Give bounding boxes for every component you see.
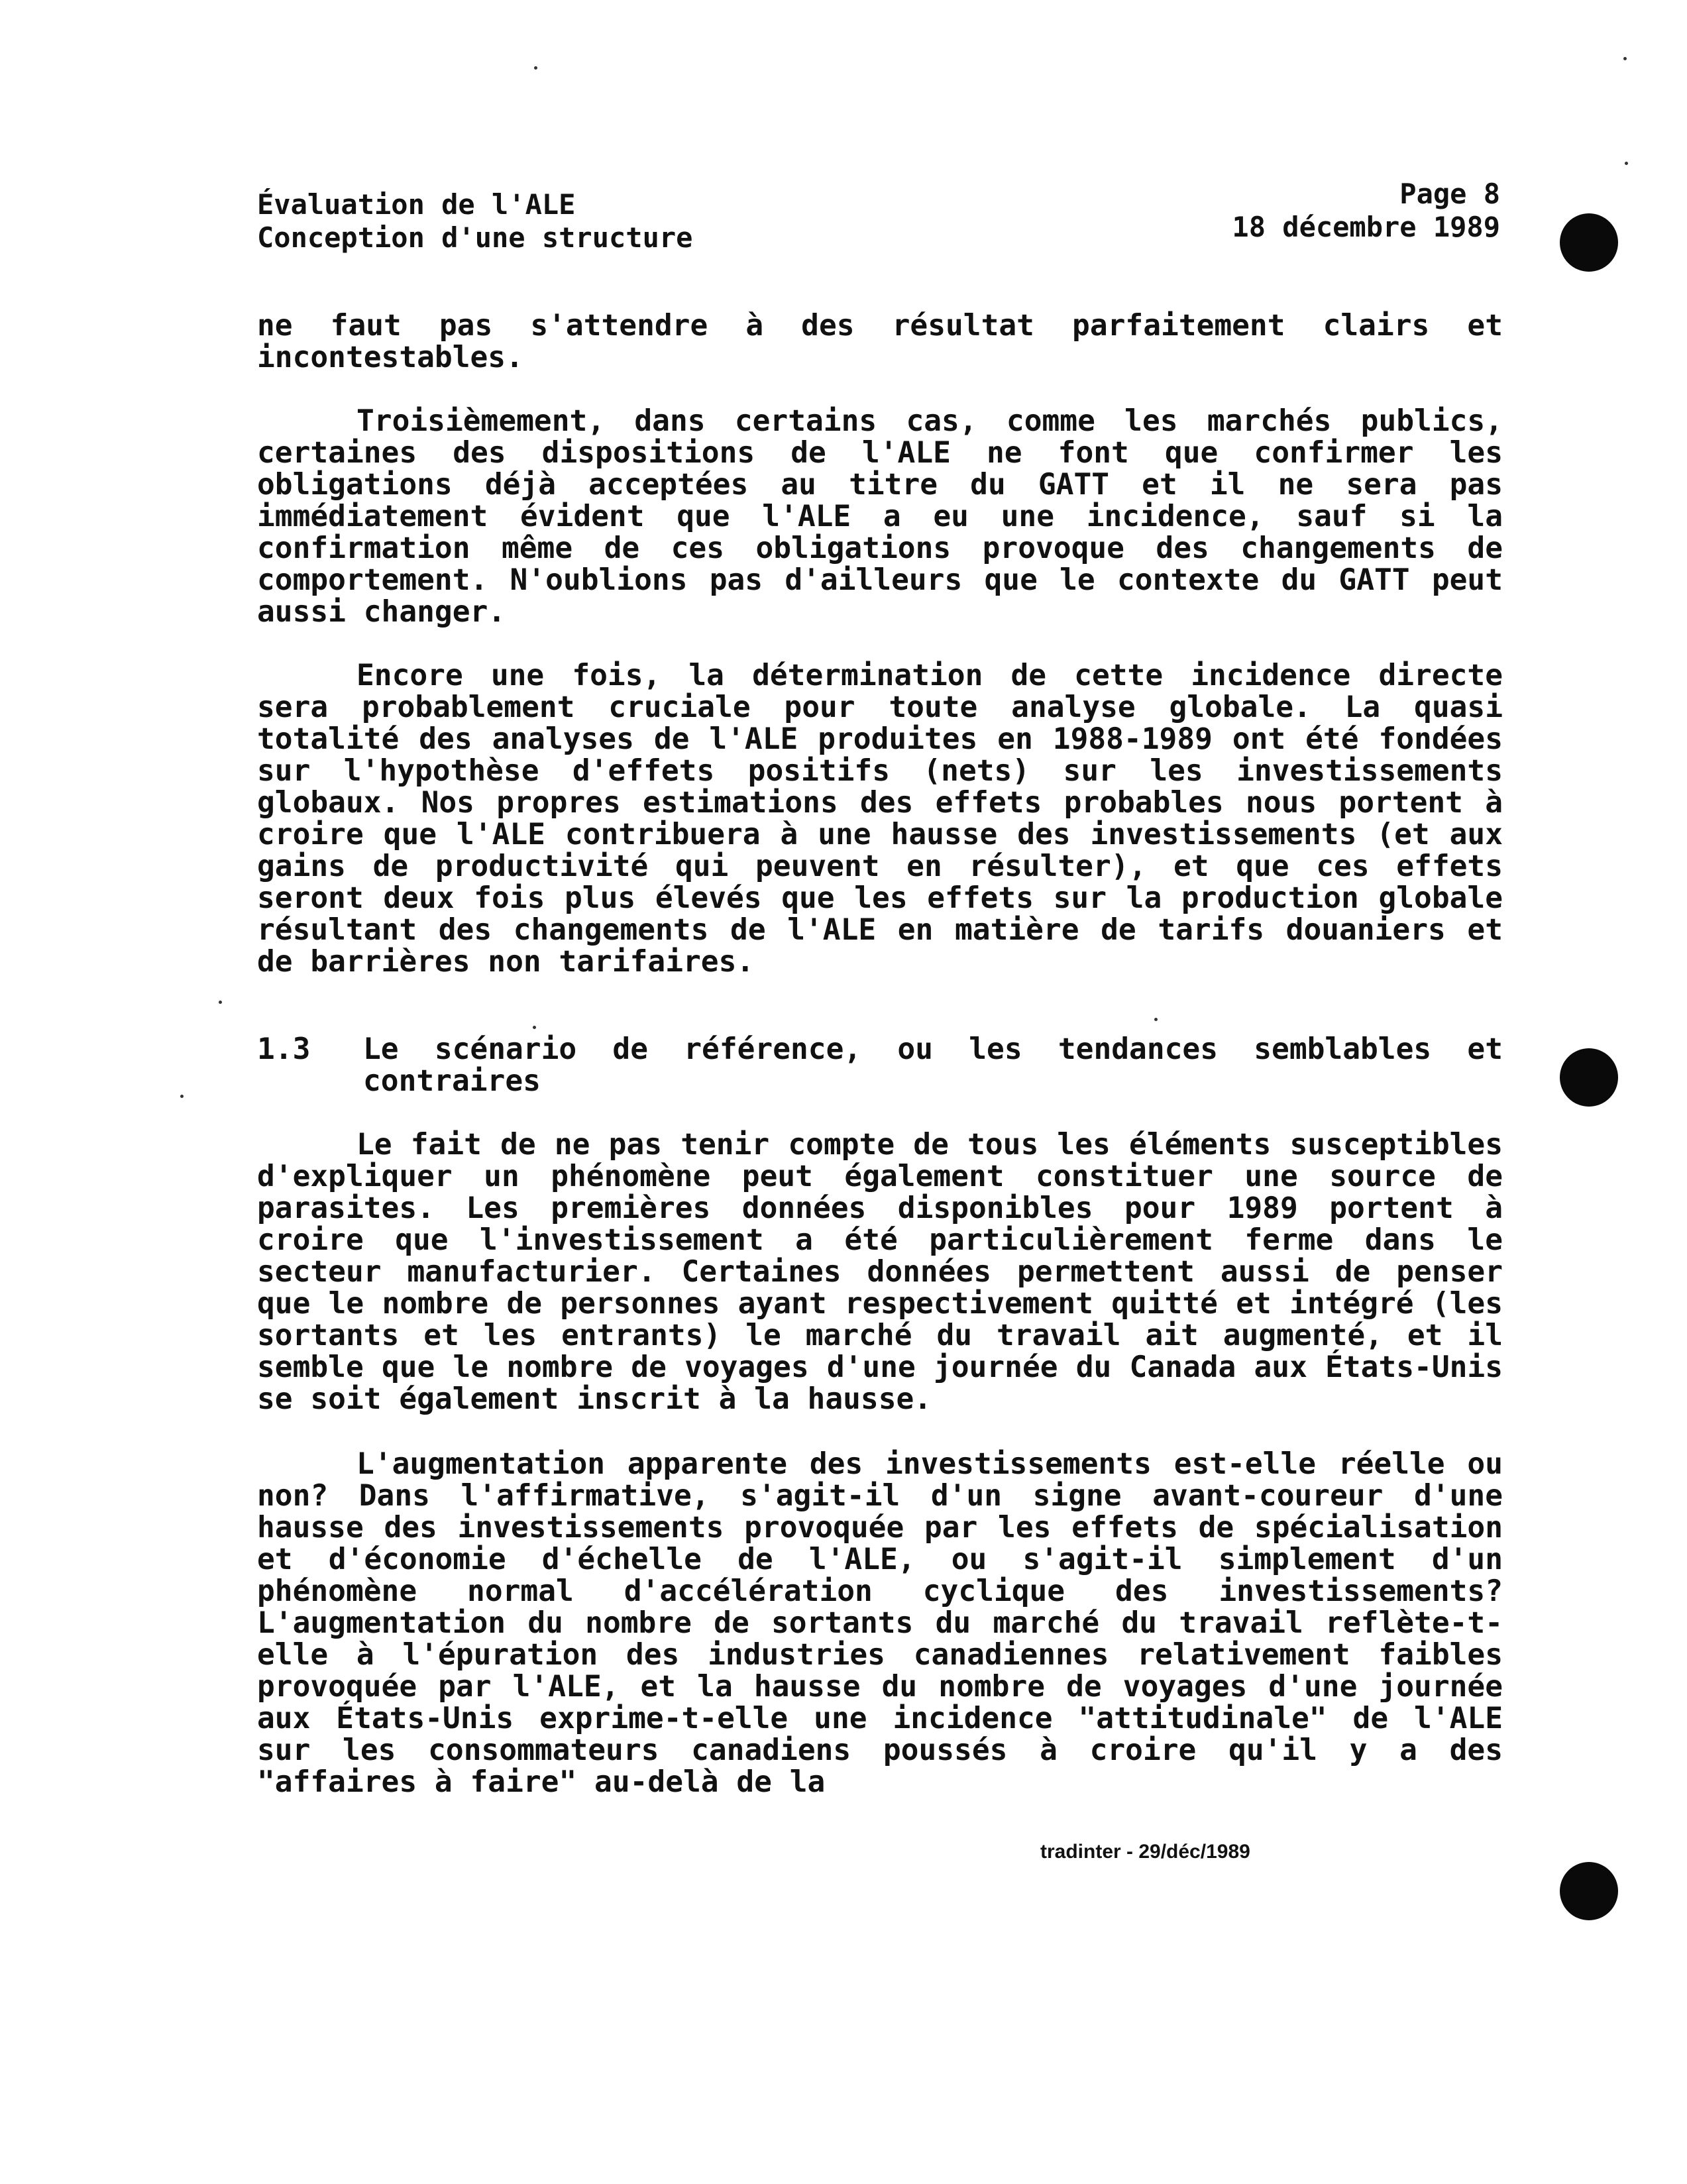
- scan-speck: [1154, 1018, 1158, 1021]
- scan-speck: [1625, 162, 1628, 165]
- footer-stamp: tradinter - 29/déc/1989: [1040, 1841, 1250, 1863]
- section-title: Le scénario de référence, ou les tendances semblables et contraires: [363, 1032, 1503, 1098]
- scan-speck: [1623, 57, 1627, 60]
- scan-speck: [533, 1026, 536, 1029]
- punch-hole-top: [1560, 213, 1618, 272]
- punch-hole-bottom: [1560, 1862, 1618, 1920]
- punch-hole-middle: [1560, 1048, 1618, 1107]
- document-header-right: [1232, 178, 1500, 244]
- document-subtitle: Conception d'une structure: [257, 221, 693, 254]
- scan-speck: [180, 1095, 184, 1098]
- page-number: Page 8: [1399, 178, 1500, 210]
- section-number: 1.3: [257, 1032, 311, 1066]
- paragraph-investment-question: L'augmentation apparente des investissements est-elle réelle ou non? Dans l'affirmative, s'agit-il d'un signe avant-coureur d'une hausse des investissements provoquée par les effets de spécialisation et d'économie d'échelle de l'ALE, ou s'agit-il simplement d'un phénomène normal d'accélération cyclique des investissements? L'augmentation du nombre de sortants du marché du travail reflète-t-elle à l'épuration des industries canadiennes relativement faibles provoquée par l'ALE, et la hausse du nombre de voyages d'une journée aux États-Unis exprime-t-elle une incidence "attitudinale" de l'ALE sur les consommateurs canadiens poussés à croire qu'il y a des "affaires à faire" au-delà de la: [257, 1447, 1503, 1799]
- paragraph-reference-scenario: Le fait de ne pas tenir compte de tous les éléments susceptibles d'expliquer un phénomène peut également constituer une source de parasites. Les premières données disponibles pour 1989 portent à croire que l'investissement a été particulièrement ferme dans le secteur manufacturier. Certaines données permettent aussi de penser que le nombre de personnes ayant respectivement quitté et intégré (les sortants et les entrants) le marché du travail ait augmenté, et il semble que le nombre de voyages d'une journée du Canada aux États-Unis se soit également inscrit à la hausse.: [257, 1128, 1503, 1416]
- paragraph-continuation: ne faut pas s'attendre à des résultat parfaitement clairs et incontestables.: [257, 309, 1503, 374]
- document-date: 18 décembre 1989: [1232, 211, 1500, 243]
- scan-speck: [534, 66, 537, 70]
- scan-speck: [219, 1001, 222, 1004]
- paragraph-direct-incidence: Encore une fois, la détermination de cette incidence directe sera probablement cruciale pour toute analyse globale. La quasi totalité des analyses de l'ALE produites en 1988-1989 ont été fondées sur l'hypothèse d'effets positifs (nets) sur les investissements globaux. Nos propres estimations des effets probables nous portent à croire que l'ALE contribuera à une hausse des investissements (et aux gains de productivité qui peuvent en résulter), et que ces effets seront deux fois plus élevés que les effets sur la production globale résultant des changements de l'ALE en matière de tarifs douaniers et de barrières non tarifaires.: [257, 659, 1503, 979]
- paragraph-third-point: Troisièmement, dans certains cas, comme les marchés publics, certaines des dispositions de l'ALE ne font que confirmer les obligations déjà acceptées au titre du GATT et il ne sera pas immédiatement évident que l'ALE a eu une incidence, sauf si la confirmation même de ces obligations provoque des changements de comportement. N'oublions pas d'ailleurs que le contexte du GATT peut aussi changer.: [257, 404, 1503, 629]
- section-heading: [257, 1034, 1503, 1097]
- document-title: Évaluation de l'ALE: [257, 188, 576, 221]
- document-header-left: [257, 188, 692, 254]
